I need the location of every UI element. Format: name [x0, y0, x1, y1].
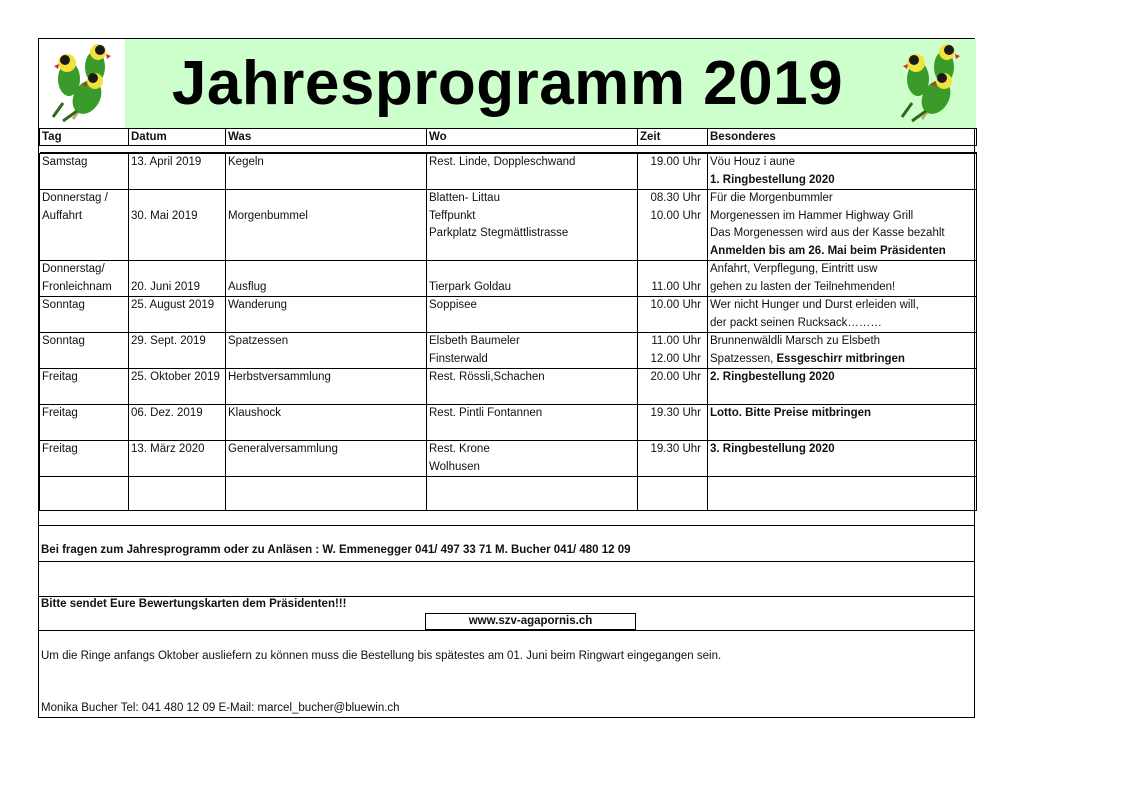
table-row: [40, 261, 977, 297]
cell-line: Für die Morgenbummler: [710, 192, 833, 204]
lovebirds-right-icon: [892, 41, 970, 125]
column-header: Datum: [129, 129, 226, 146]
cell-line: 10.00 Uhr: [650, 209, 701, 222]
cell-line: Sonntag: [42, 299, 85, 311]
time-cell: [638, 369, 708, 405]
title-banner: [39, 39, 974, 128]
cell-line: Anmelden bis am 26. Mai beim Präsidenten: [710, 244, 946, 257]
time-cell: [638, 441, 708, 477]
bold-note: Essgeschirr mitbringen: [776, 352, 905, 365]
lovebirds-left-icon: [43, 41, 121, 125]
location-cell: [427, 297, 638, 333]
cell-line: Ausflug: [228, 280, 267, 293]
cell-line: Auffahrt: [42, 209, 83, 222]
cell-line: Finsterwald: [429, 352, 488, 365]
cell-line: Sonntag: [42, 335, 85, 347]
cell-line: Herbstversammlung: [228, 371, 331, 383]
website-link[interactable]: www.szv-agapornis.ch: [425, 613, 636, 630]
cell-line: Fronleichnam: [42, 280, 112, 293]
location-cell: [427, 261, 638, 297]
table-row: [40, 333, 977, 369]
time-cell: [638, 190, 708, 261]
date-cell: [129, 297, 226, 333]
cell-line: Generalversammlung: [228, 443, 338, 455]
rings-note: Um die Ringe anfangs Oktober ausliefern zu können muss die Bestellung bis spätestes am 01. Juni beim Ringwart eingegangen sein.: [41, 650, 722, 662]
table-header: [40, 129, 977, 146]
cell-line: Donnerstag /: [42, 192, 108, 204]
cell-line: 13. April 2019: [131, 156, 202, 168]
cell-line: Klaushock: [228, 407, 282, 419]
cell-line: Wer nicht Hunger und Durst erleiden will,: [710, 299, 919, 311]
date-cell: [129, 441, 226, 477]
cell-line: Wanderung: [228, 299, 288, 311]
event-cell: [226, 333, 427, 369]
location-cell: [427, 190, 638, 261]
cell-line: Freitag: [42, 443, 78, 455]
table-row: [40, 441, 977, 477]
time-cell: [638, 333, 708, 369]
day-cell: [40, 190, 129, 261]
cell-line: [131, 261, 223, 279]
day-cell: [40, 369, 129, 405]
cell-line: Parkplatz Stegmättlistrasse: [429, 227, 569, 239]
header-gap: [40, 146, 977, 153]
cell-line: 06. Dez. 2019: [131, 407, 203, 419]
cell-line: [429, 261, 635, 279]
cell-line: Spatzessen: [228, 335, 289, 347]
cell-line: Spatzessen, Essgeschirr mitbringen: [710, 352, 905, 365]
signature-line: Monika Bucher Tel: 041 480 12 09 E-Mail: marcel_bucher@bluewin.ch: [41, 702, 400, 714]
day-cell: [40, 441, 129, 477]
day-cell: [40, 154, 129, 190]
notes-cell: [708, 261, 977, 297]
cell-line: Elsbeth Baumeler: [429, 335, 520, 347]
table-row: [40, 190, 977, 261]
cell-line: 25. Oktober 2019: [131, 371, 220, 383]
event-cell: [226, 297, 427, 333]
cell-line: Anfahrt, Verpflegung, Eintritt usw: [710, 263, 878, 275]
cell-line: 2. Ringbestellung 2020: [710, 371, 835, 383]
program-table: [39, 128, 977, 153]
event-cell: [226, 190, 427, 261]
cell-line: gehen zu lasten der Teilnehmenden!: [710, 280, 896, 293]
empty-row: [40, 477, 977, 511]
notes-cell: [708, 441, 977, 477]
cell-line: 13. März 2020: [131, 443, 205, 455]
column-header: Zeit: [638, 129, 708, 146]
divider: [39, 630, 974, 631]
cell-line: Samstag: [42, 156, 88, 168]
notes-cell: [708, 369, 977, 405]
cell-line: [228, 190, 424, 208]
column-header: Tag: [40, 129, 129, 146]
event-cell: [226, 154, 427, 190]
cell-line: 20.00 Uhr: [650, 371, 701, 383]
cell-line: Rest. Rössli,Schachen: [429, 371, 545, 383]
location-cell: [427, 441, 638, 477]
event-cell: [226, 261, 427, 297]
cell-line: 25. August 2019: [131, 299, 215, 311]
divider: [39, 561, 974, 562]
cell-line: Kegeln: [228, 156, 264, 168]
column-header: Was: [226, 129, 427, 146]
cell-line: 11.00 Uhr: [651, 280, 701, 293]
cell-line: Tierpark Goldau: [429, 280, 512, 293]
cell-line: Soppisee: [429, 299, 477, 311]
divider: [39, 525, 974, 526]
cell-line: Lotto. Bitte Preise mitbringen: [710, 407, 872, 419]
cell-line: 10.00 Uhr: [650, 299, 701, 311]
cell-line: Teffpunkt: [429, 209, 476, 222]
location-cell: [427, 154, 638, 190]
cell-line: Rest. Krone: [429, 443, 490, 455]
cell-line: 3. Ringbestellung 2020: [710, 443, 835, 455]
time-cell: [638, 261, 708, 297]
cell-line: der packt seinen Rucksack………: [710, 316, 882, 329]
cell-line: Freitag: [42, 371, 78, 383]
table-row: [40, 297, 977, 333]
date-cell: [129, 333, 226, 369]
event-cell: [226, 369, 427, 405]
notes-cell: [708, 297, 977, 333]
date-cell: [129, 190, 226, 261]
day-cell: [40, 297, 129, 333]
cell-line: 1. Ringbestellung 2020: [710, 173, 835, 186]
cell-line: 20. Juni 2019: [131, 280, 201, 293]
event-cell: [226, 405, 427, 441]
cards-line: Bitte sendet Eure Bewertungskarten dem Präsidenten!!!: [41, 598, 347, 610]
date-cell: [129, 369, 226, 405]
program-table-wrapper: [39, 128, 974, 511]
day-cell: [40, 261, 129, 297]
time-cell: [638, 405, 708, 441]
time-cell: [638, 154, 708, 190]
cell-line: Donnerstag/: [42, 263, 105, 275]
column-header: Wo: [427, 129, 638, 146]
notes-cell: [708, 154, 977, 190]
cell-line: 19.30 Uhr: [650, 443, 701, 455]
page-title: Jahresprogramm 2019: [171, 49, 844, 118]
program-body: [39, 153, 977, 511]
cell-line: Brunnenwäldli Marsch zu Elsbeth: [710, 335, 881, 347]
program-sheet: [38, 38, 975, 718]
cell-line: [640, 261, 701, 279]
notes-cell: [708, 190, 977, 261]
cell-line: 11.00 Uhr: [651, 335, 701, 347]
cell-line: Morgenessen im Hammer Highway Grill: [710, 209, 914, 222]
table-row: [40, 369, 977, 405]
location-cell: [427, 369, 638, 405]
table-row: [40, 405, 977, 441]
contact-line: Bei fragen zum Jahresprogramm oder zu Anläsen : W. Emmenegger 041/ 497 33 71 M. Bucher 041/ 480 12 09: [41, 544, 631, 556]
cell-line: [131, 190, 223, 208]
date-cell: [129, 261, 226, 297]
cell-line: 12.00 Uhr: [650, 352, 701, 365]
cell-line: Morgenbummel: [228, 209, 308, 222]
cell-line: Blatten- Littau: [429, 192, 500, 204]
location-cell: [427, 333, 638, 369]
cell-line: 19.30 Uhr: [650, 407, 701, 419]
cell-line: Wolhusen: [429, 460, 480, 473]
column-header: Besonderes: [708, 129, 977, 146]
time-cell: [638, 297, 708, 333]
cell-line: 19.00 Uhr: [650, 156, 701, 168]
cell-line: [228, 261, 424, 279]
cell-line: Das Morgenessen wird aus der Kasse bezahlt: [710, 227, 945, 239]
cell-line: 29. Sept. 2019: [131, 335, 206, 347]
cell-line: 08.30 Uhr: [650, 192, 701, 204]
day-cell: [40, 333, 129, 369]
notes-cell: [708, 405, 977, 441]
event-cell: [226, 441, 427, 477]
notes-cell: [708, 333, 977, 369]
location-cell: [427, 405, 638, 441]
date-cell: [129, 405, 226, 441]
day-cell: [40, 405, 129, 441]
cell-line: Rest. Linde, Doppleschwand: [429, 156, 576, 168]
divider: [39, 596, 974, 597]
table-row: [40, 154, 977, 190]
cell-line: 30. Mai 2019: [131, 209, 198, 222]
cell-line: Rest. Pintli Fontannen: [429, 407, 543, 419]
cell-line: Vöu Houz i aune: [710, 156, 796, 168]
cell-line: Freitag: [42, 407, 78, 419]
date-cell: [129, 154, 226, 190]
